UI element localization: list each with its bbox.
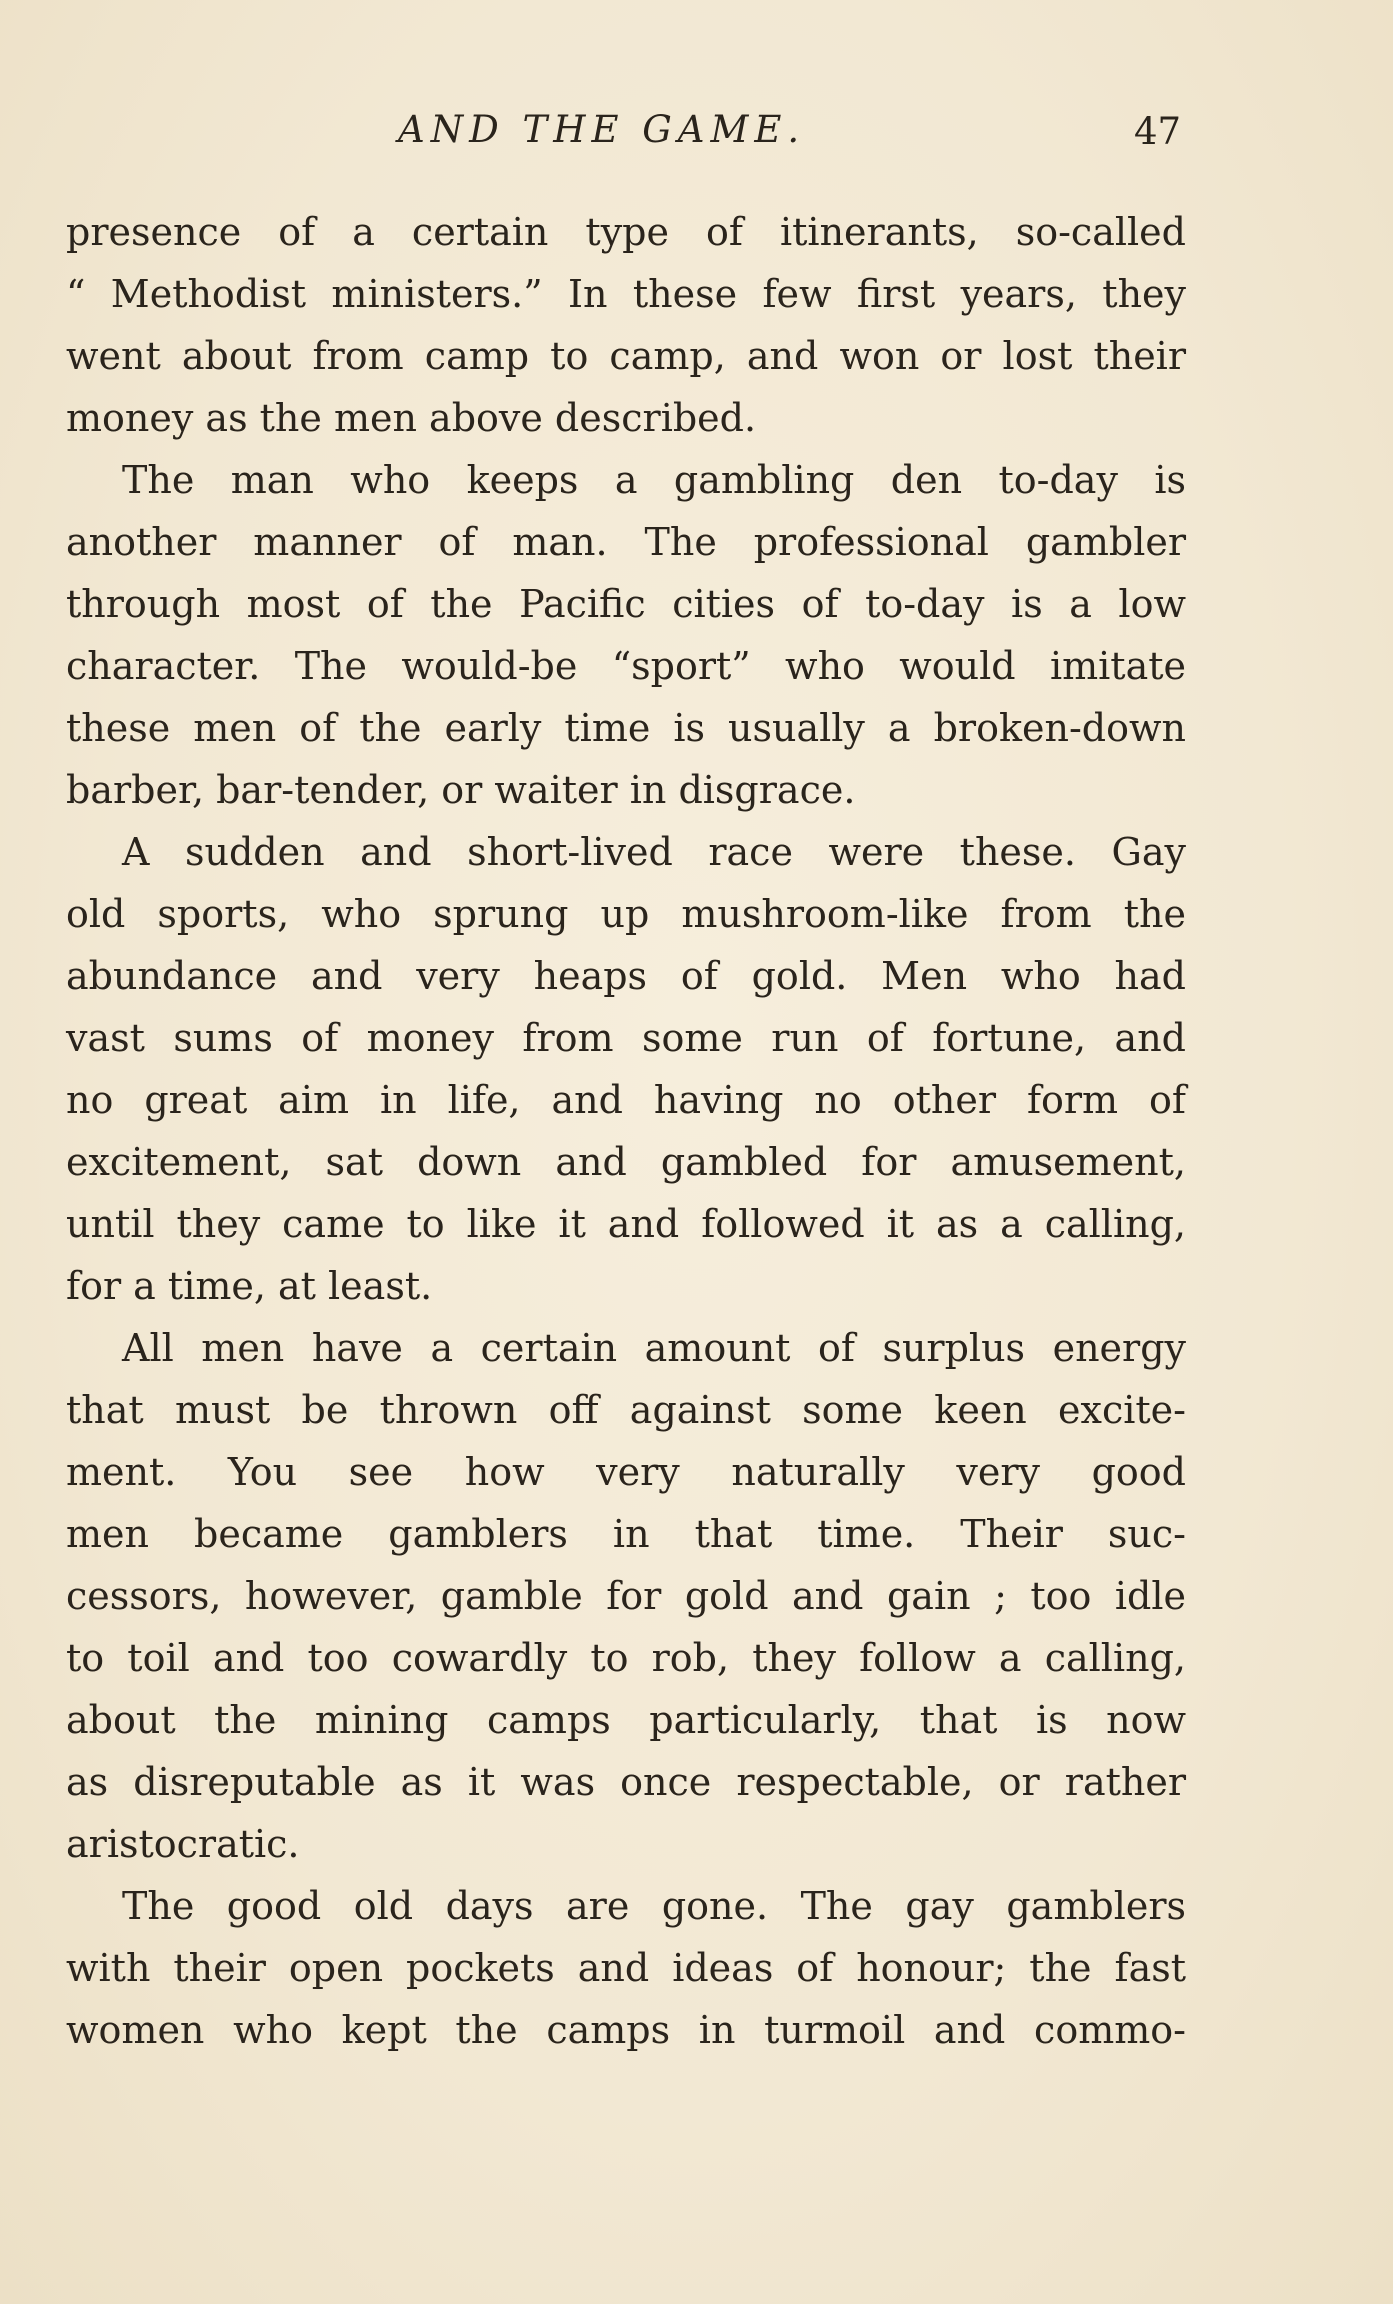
paragraph [66, 1875, 1186, 2061]
text-line: to toil and too cowardly to rob, they follow a calling, [66, 1636, 1186, 1680]
text-line: until they came to like it and followed it as a calling, [66, 1202, 1186, 1246]
text-line: ment. You see how very naturally very good [66, 1450, 1186, 1494]
text-line: as disreputable as it was once respectable, or rather [66, 1760, 1186, 1804]
text-line: The man who keeps a gambling den to-day is [122, 458, 1186, 502]
paragraph [66, 201, 1186, 449]
text-line: presence of a certain type of itinerants, so-called [66, 210, 1186, 254]
text-line: cessors, however, gamble for gold and gain ; too idle [66, 1574, 1186, 1618]
text-line: with their open pockets and ideas of honour; the fast [66, 1946, 1186, 1990]
text-line: money as the men above described. [66, 396, 757, 440]
text-line: that must be thrown off against some keen excite- [66, 1388, 1186, 1432]
text-line: abundance and very heaps of gold. Men who had [66, 954, 1186, 998]
text-line: another manner of man. The professional gambler [66, 520, 1186, 564]
running-head-title: AND THE GAME. [398, 108, 806, 151]
text-line: aristocratic. [66, 1822, 300, 1866]
text-line: A sudden and short-lived race were these. Gay [122, 830, 1186, 874]
text-line: women who kept the camps in turmoil and commo- [66, 2008, 1186, 2052]
body-text [66, 201, 1186, 2061]
paragraph [66, 449, 1186, 821]
page-number: 47 [1134, 110, 1182, 153]
text-line: All men have a certain amount of surplus energy [122, 1326, 1186, 1370]
text-line: barber, bar-tender, or waiter in disgrace. [66, 768, 856, 812]
text-line: excitement, sat down and gambled for amusement, [66, 1140, 1186, 1184]
text-line: The good old days are gone. The gay gamblers [122, 1884, 1186, 1928]
paragraph [66, 1317, 1186, 1875]
text-line: men became gamblers in that time. Their suc- [66, 1512, 1186, 1556]
text-line: character. The would-be “sport” who would imitate [66, 644, 1186, 688]
running-head [0, 108, 1393, 168]
text-line: vast sums of money from some run of fortune, and [66, 1016, 1186, 1060]
text-line: about the mining camps particularly, that is now [66, 1698, 1186, 1742]
text-line: “ Methodist ministers.” In these few first years, they [66, 272, 1186, 316]
text-line: went about from camp to camp, and won or lost their [66, 334, 1186, 378]
text-line: through most of the Pacific cities of to-day is a low [66, 582, 1186, 626]
text-line: no great aim in life, and having no other form of [66, 1078, 1186, 1122]
paragraph [66, 821, 1186, 1317]
text-line: for a time, at least. [66, 1264, 433, 1308]
text-line: these men of the early time is usually a broken-down [66, 706, 1186, 750]
text-line: old sports, who sprung up mushroom-like from the [66, 892, 1186, 936]
